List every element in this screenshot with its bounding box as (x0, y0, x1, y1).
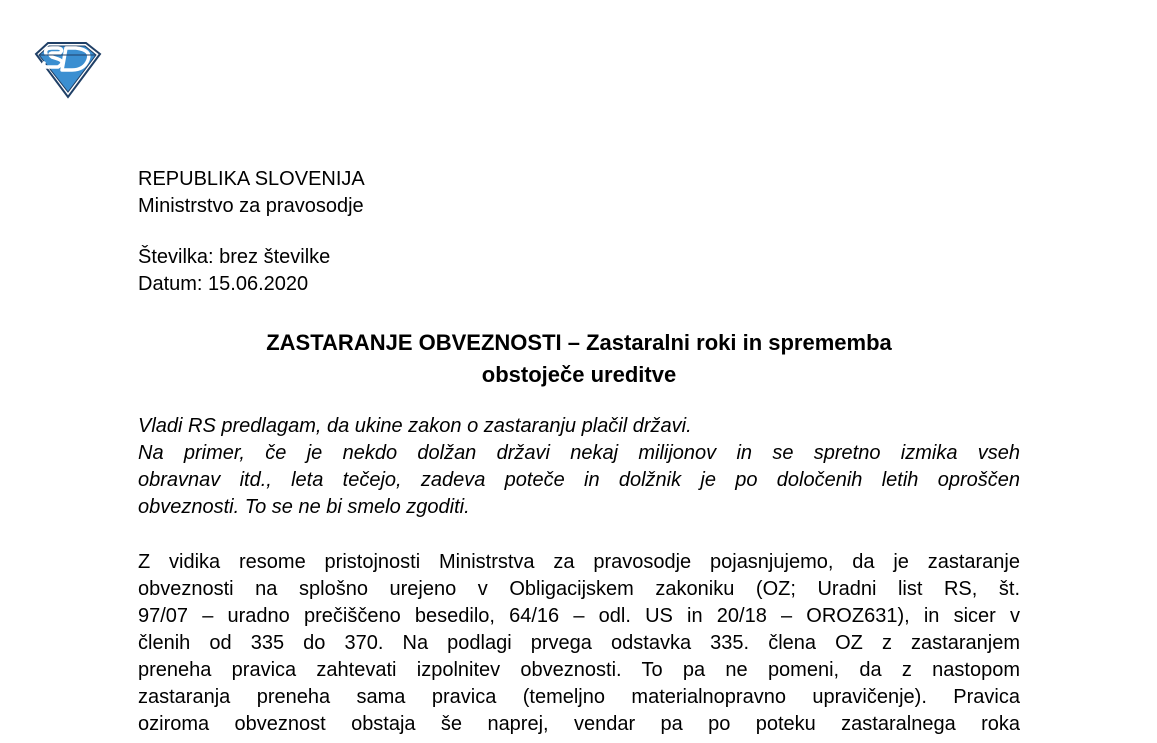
response-paragraph (138, 549, 1020, 738)
letterhead (138, 166, 365, 220)
country-name: REPUBLIKA SLOVENIJA (138, 168, 365, 190)
proposal-line: Vladi RS predlagam, da ukine zakon o zastaranju plačil državi. (138, 415, 692, 437)
title-line-2: obstoječe ureditve (481, 362, 677, 387)
document-date: Datum: 15.06.2020 (138, 273, 309, 295)
proposal-line: obravnav itd., leta tečejo, zadeva poteče in dolžnik je po določenih letih oproščen (138, 469, 1020, 491)
proposal-line: obveznosti. To se ne bi smelo zgoditi. (138, 496, 470, 518)
response-line: zastaranja preneha sama pravica (temeljno materialnopravno upravičenje). Pravica (138, 686, 1020, 708)
response-line: 97/07 – uradno prečiščeno besedilo, 64/16 – odl. US in 20/18 – OROZ631), in sicer v (138, 605, 1020, 627)
proposal-paragraph (138, 413, 1020, 521)
proposal-line: Na primer, če je nekdo dolžan državi nekaj milijonov in se spretno izmika vseh (138, 442, 1020, 464)
ministry-name: Ministrstvo za pravosodje (138, 195, 364, 217)
response-line: obveznosti na splošno urejeno v Obligacijskem zakoniku (OZ; Uradni list RS, št. (138, 578, 1020, 600)
title-line-1: ZASTARANJE OBVEZNOSTI – Zastaralni roki in sprememba (266, 330, 892, 355)
sd-diamond-logo-icon (30, 40, 104, 100)
document-number: Številka: brez številke (138, 246, 331, 268)
document-reference (138, 244, 330, 298)
document-title (138, 327, 1020, 391)
sd-logo (30, 40, 104, 100)
response-line: Z vidika resome pristojnosti Ministrstva za pravosodje pojasnjujemo, da je zastaranje (138, 551, 1020, 573)
response-line: preneha pravica zahtevati izpolnitev obveznosti. To pa ne pomeni, da z nastopom (138, 659, 1020, 681)
response-line: oziroma obveznost obstaja še naprej, vendar pa po poteku zastaralnega roka (138, 713, 1020, 735)
response-line: členih od 335 do 370. Na podlagi prvega odstavka 335. člena OZ z zastaranjem (138, 632, 1020, 654)
